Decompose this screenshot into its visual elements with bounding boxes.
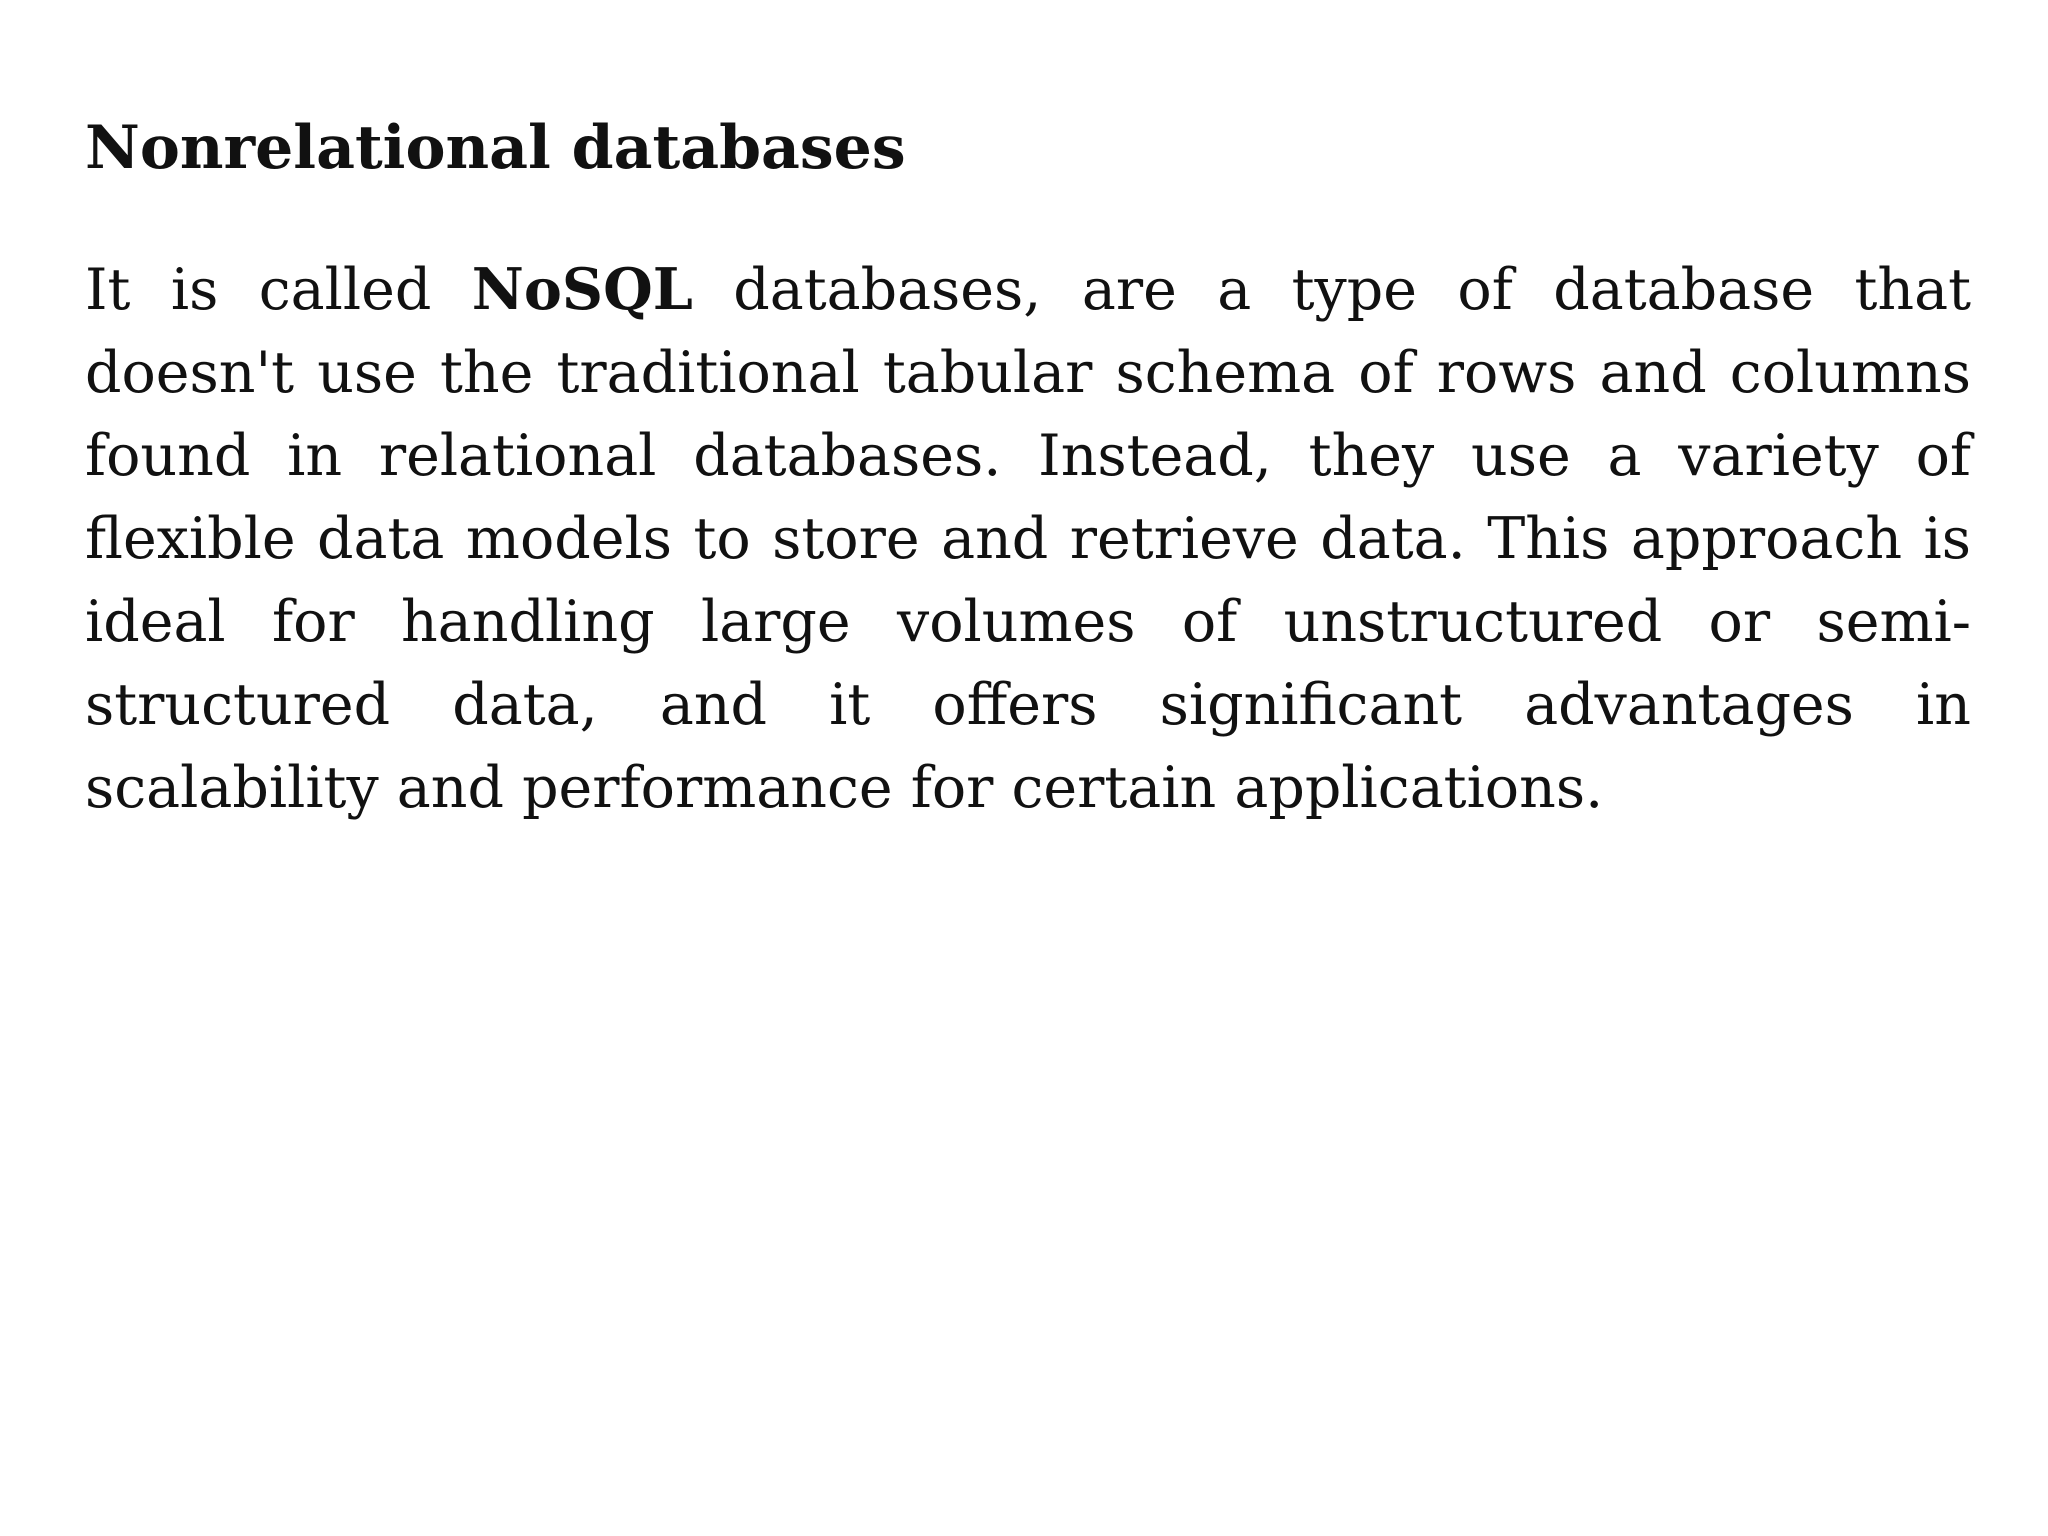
paragraph-intro: It is called bbox=[85, 257, 472, 323]
section-heading: Nonrelational databases bbox=[85, 113, 906, 183]
document-page bbox=[85, 0, 1971, 1536]
body-paragraph bbox=[85, 248, 1971, 830]
nosql-term: NoSQL bbox=[471, 256, 693, 323]
paragraph-rest: databases, are a type of database that doesn't use the traditional tabular schema of rows and columns found in relational databases. Instead, they use a variety of flexible data models to store and retrieve data. This approach is ideal for handling large volumes of unstructured or semi-structured data, and it offers significant advantages in scalability and performance for certain applications. bbox=[85, 257, 1971, 821]
